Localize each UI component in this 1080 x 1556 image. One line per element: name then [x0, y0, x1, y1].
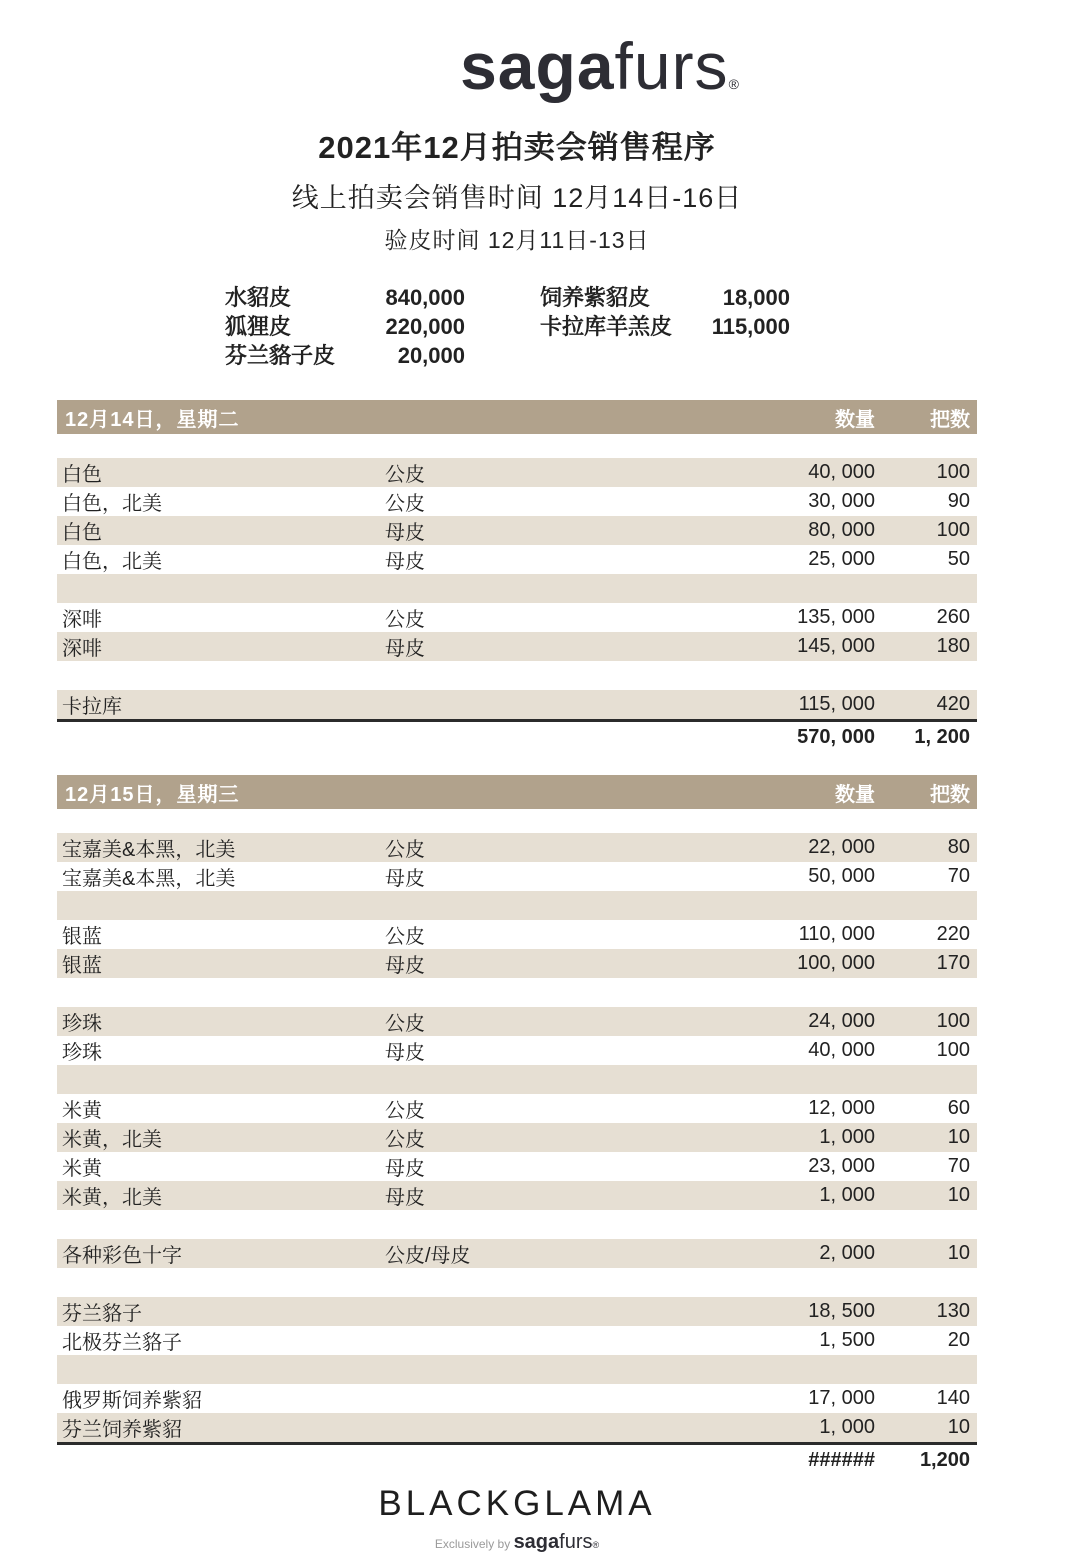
summary-value: 20,000 — [397, 343, 465, 368]
logo-text-bold: saga — [460, 29, 615, 103]
row-lots-cell: 170 — [936, 952, 970, 974]
footer-tagline — [57, 1531, 977, 1554]
table-row — [57, 1007, 977, 1036]
row-lots-cell: 260 — [936, 606, 970, 628]
spacer-row — [57, 1355, 977, 1384]
row-qty-cell: 30, 000 — [808, 490, 875, 512]
row-qty-cell: 2, 000 — [819, 1242, 875, 1264]
row-lots-cell: 100 — [936, 519, 970, 541]
page-title: 2021年12月拍卖会销售程序 — [318, 130, 716, 165]
table-row — [57, 545, 977, 574]
table-row — [57, 1123, 977, 1152]
row-name-cell: 米黄 — [62, 1158, 102, 1180]
row-qty-cell: 1, 000 — [819, 1184, 875, 1206]
inspect-time-line: 验皮时间 12月11日-13日 — [384, 227, 650, 253]
section-rows — [57, 833, 977, 1442]
row-qty-cell: 17, 000 — [808, 1387, 875, 1409]
total-lots: 1,200 — [919, 1449, 970, 1471]
summary-value: 220,000 — [385, 314, 465, 339]
row-qty-cell: 25, 000 — [808, 548, 875, 570]
row-lots-cell: 220 — [936, 923, 970, 945]
registered-mark-icon: ® — [728, 76, 740, 92]
summary-value: 115,000 — [711, 314, 790, 339]
row-type-cell: 母皮 — [385, 1187, 425, 1209]
row-name-cell: 白色，北美 — [62, 551, 162, 573]
row-type-cell: 公皮 — [385, 1100, 425, 1122]
registered-mark-icon: ® — [592, 1540, 600, 1550]
row-type-cell: 公皮 — [385, 1129, 425, 1151]
summary-label: 卡拉库羊羔皮 — [540, 314, 673, 339]
row-qty-cell: 12, 000 — [808, 1097, 875, 1119]
sagafurs-logo — [0, 0, 1080, 108]
table-row — [57, 1181, 977, 1210]
title-block — [57, 122, 977, 255]
table-row — [57, 833, 977, 862]
row-lots-cell: 60 — [947, 1097, 970, 1119]
table-row — [57, 920, 977, 949]
row-qty-cell: 22, 000 — [808, 836, 875, 858]
row-lots-cell: 140 — [936, 1387, 970, 1409]
row-type-cell: 母皮 — [385, 955, 425, 977]
section-title: 12月14日，星期二 — [65, 408, 240, 431]
spacer-row — [57, 1065, 977, 1094]
row-lots-cell: 100 — [936, 461, 970, 483]
row-lots-cell: 420 — [936, 693, 970, 715]
row-name-cell: 珍珠 — [62, 1042, 102, 1064]
row-name-cell: 白色 — [62, 522, 102, 544]
row-type-cell: 公皮 — [385, 493, 425, 515]
table-row — [57, 1297, 977, 1326]
row-qty-cell: 24, 000 — [808, 1010, 875, 1032]
row-type-cell: 公皮 — [385, 926, 425, 948]
row-qty-cell: 50, 000 — [808, 865, 875, 887]
row-type-cell: 公皮 — [385, 464, 425, 486]
tagline-prefix: Exclusively by — [434, 1537, 511, 1551]
total-qty: 570, 000 — [797, 726, 875, 748]
section-day1 — [57, 400, 977, 753]
blackglama-brand: BLACKGLAMA — [378, 1484, 656, 1523]
logo-text-light: furs — [614, 29, 729, 103]
row-lots-cell: 70 — [947, 865, 970, 887]
row-name-cell: 深啡 — [62, 609, 102, 631]
row-qty-cell: 115, 000 — [798, 693, 875, 715]
row-name-cell: 银蓝 — [62, 926, 102, 948]
row-name-cell: 米黄 — [62, 1100, 102, 1122]
table-row — [57, 1326, 977, 1355]
summary-value: 840,000 — [385, 285, 465, 310]
row-name-cell: 米黄，北美 — [62, 1187, 162, 1209]
row-lots-cell: 90 — [947, 490, 970, 512]
row-lots-cell: 70 — [947, 1155, 970, 1177]
section-total-row — [57, 722, 977, 753]
spacer-row — [57, 1210, 977, 1239]
row-qty-cell: 110, 000 — [798, 923, 875, 945]
section-header-bar — [57, 400, 977, 434]
total-qty: ###### — [808, 1449, 875, 1471]
summary-value: 18,000 — [722, 285, 790, 310]
row-lots-cell: 100 — [936, 1010, 970, 1032]
row-qty-cell: 100, 000 — [797, 952, 875, 974]
row-name-cell: 俄罗斯饲养紫貂 — [62, 1390, 202, 1412]
table-row — [57, 487, 977, 516]
summary-label: 芬兰貉子皮 — [225, 343, 336, 368]
row-lots-cell: 10 — [947, 1184, 970, 1206]
table-row — [57, 458, 977, 487]
row-name-cell: 深啡 — [62, 638, 102, 660]
section-rows — [57, 458, 977, 719]
table-row — [57, 1413, 977, 1442]
row-type-cell: 母皮 — [385, 522, 425, 544]
spacer-row — [57, 574, 977, 603]
row-type-cell: 公皮 — [385, 609, 425, 631]
row-lots-cell: 130 — [936, 1300, 970, 1322]
row-name-cell: 银蓝 — [62, 955, 102, 977]
table-row — [57, 603, 977, 632]
table-row — [57, 1239, 977, 1268]
row-type-cell: 母皮 — [385, 638, 425, 660]
column-header-lots: 把数 — [930, 783, 970, 806]
spacer-row — [57, 1268, 977, 1297]
row-type-cell: 母皮 — [385, 868, 425, 890]
row-name-cell: 各种彩色十字 — [62, 1245, 182, 1267]
row-qty-cell: 1, 500 — [819, 1329, 875, 1351]
table-row — [57, 1036, 977, 1065]
row-qty-cell: 40, 000 — [808, 1039, 875, 1061]
row-qty-cell: 40, 000 — [808, 461, 875, 483]
summary-label: 饲养紫貂皮 — [540, 285, 651, 310]
row-name-cell: 芬兰饲养紫貂 — [62, 1419, 182, 1441]
sale-time-line: 线上拍卖会销售时间 12月14日-16日 — [291, 183, 743, 213]
spacer-row — [57, 978, 977, 1007]
row-qty-cell: 145, 000 — [797, 635, 875, 657]
section-header-bar — [57, 775, 977, 809]
spacer-row — [57, 891, 977, 920]
total-lots: 1, 200 — [914, 726, 970, 748]
row-lots-cell: 20 — [947, 1329, 970, 1351]
row-type-cell: 公皮 — [385, 839, 425, 861]
row-type-cell: 母皮 — [385, 1042, 425, 1064]
row-qty-cell: 18, 500 — [808, 1300, 875, 1322]
row-qty-cell: 80, 000 — [808, 519, 875, 541]
row-qty-cell: 23, 000 — [808, 1155, 875, 1177]
table-row — [57, 1152, 977, 1181]
row-name-cell: 珍珠 — [62, 1013, 102, 1035]
row-type-cell: 公皮 — [385, 1013, 425, 1035]
table-row — [57, 632, 977, 661]
row-name-cell: 白色，北美 — [62, 493, 162, 515]
row-qty-cell: 1, 000 — [819, 1416, 875, 1438]
totals-summary — [225, 283, 977, 370]
row-qty-cell: 135, 000 — [797, 606, 875, 628]
column-header-qty: 数量 — [835, 408, 875, 431]
row-name-cell: 白色 — [62, 464, 102, 486]
row-lots-cell: 10 — [947, 1416, 970, 1438]
row-lots-cell: 10 — [947, 1242, 970, 1264]
row-lots-cell: 80 — [947, 836, 970, 858]
table-row — [57, 949, 977, 978]
section-day2 — [57, 775, 977, 1476]
row-type-cell: 母皮 — [385, 551, 425, 573]
row-name-cell: 宝嘉美&本黑，北美 — [62, 868, 236, 890]
section-title: 12月15日，星期三 — [65, 783, 240, 806]
row-name-cell: 米黄，北美 — [62, 1129, 162, 1151]
row-type-cell: 公皮/母皮 — [385, 1245, 471, 1267]
spacer-row — [57, 661, 977, 690]
row-name-cell: 卡拉库 — [62, 696, 122, 718]
table-row — [57, 1384, 977, 1413]
table-row — [57, 1094, 977, 1123]
row-name-cell: 北极芬兰貉子 — [62, 1332, 182, 1354]
row-name-cell: 芬兰貉子 — [62, 1303, 142, 1325]
row-lots-cell: 10 — [947, 1126, 970, 1148]
row-lots-cell: 50 — [947, 548, 970, 570]
row-lots-cell: 180 — [936, 635, 970, 657]
footer-logo-bold: saga — [513, 1531, 560, 1553]
table-row — [57, 690, 977, 719]
footer — [57, 1484, 977, 1554]
table-row — [57, 862, 977, 891]
row-name-cell: 宝嘉美&本黑，北美 — [62, 839, 236, 861]
footer-logo-light: furs — [559, 1531, 593, 1553]
summary-label: 狐狸皮 — [225, 314, 292, 339]
row-qty-cell: 1, 000 — [819, 1126, 875, 1148]
section-total-row — [57, 1445, 977, 1476]
row-lots-cell: 100 — [936, 1039, 970, 1061]
summary-label: 水貂皮 — [225, 285, 292, 310]
column-header-qty: 数量 — [835, 783, 875, 806]
column-header-lots: 把数 — [930, 408, 970, 431]
row-type-cell: 母皮 — [385, 1158, 425, 1180]
table-row — [57, 516, 977, 545]
